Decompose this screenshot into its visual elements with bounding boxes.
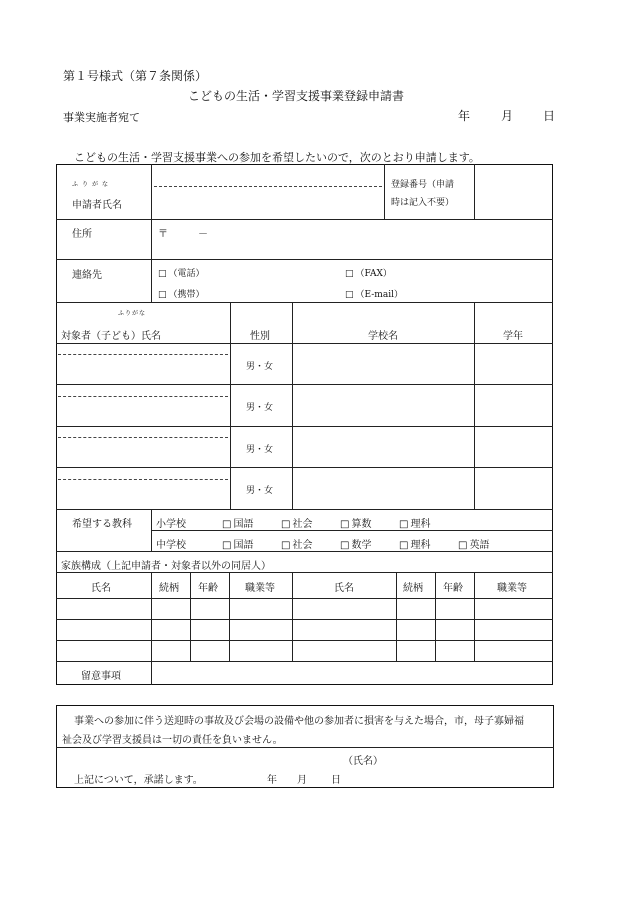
gender-label: 性別 (250, 331, 270, 342)
address-label: 住所 (72, 229, 92, 240)
gender-option-4[interactable]: 男・女 (246, 486, 274, 496)
disclaimer-line-2: 祉会及び学習支援員は一切の責任を負いません。 (62, 735, 283, 746)
child-furigana-label: ふりがな (118, 310, 147, 317)
family-label: 家族構成（上記申請者・対象者以外の同居人） (61, 561, 271, 572)
family-col-age-2: 年齢 (443, 583, 463, 594)
school-label: 学校名 (368, 331, 398, 342)
notes-label: 留意事項 (81, 671, 121, 682)
subject-jr-social[interactable]: □ 社会 (281, 536, 312, 551)
subject-elem-science[interactable]: □ 理科 (399, 515, 430, 530)
subjects-label: 希望する教科 (72, 519, 132, 530)
date-day: 日 (543, 109, 556, 123)
subject-jr-japanese[interactable]: □ 国語 (222, 536, 253, 551)
family-col-name-2: 氏名 (334, 583, 354, 594)
form-title: こどもの生活・学習支援事業登録申請書 (188, 89, 405, 103)
grade-label: 学年 (503, 331, 523, 342)
child-name-label: 対象者（子ども）氏名 (61, 331, 161, 342)
fax-checkbox[interactable]: □ （FAX） (345, 266, 392, 279)
subject-elem-math[interactable]: □ 算数 (340, 515, 371, 530)
mobile-checkbox[interactable]: □ （携帯） (158, 287, 205, 300)
applicant-name-label: 申請者氏名 (72, 200, 122, 211)
reg-no-label-1: 登録番号（申請 (391, 180, 455, 190)
agree-month: 月 (297, 775, 307, 786)
recipient: 事業実施者宛て (63, 111, 140, 124)
contact-label: 連絡先 (72, 270, 102, 281)
application-table (56, 164, 553, 685)
applicant-furigana-label: ふりがな (72, 181, 113, 188)
date-month: 月 (501, 109, 514, 123)
agree-text: 上記について，承諾します。 (74, 775, 203, 786)
signature-name-label: （氏名） (343, 756, 383, 767)
family-col-relation-1: 続柄 (159, 583, 179, 594)
reg-no-field[interactable] (476, 166, 551, 217)
family-col-job-1: 職業等 (245, 583, 275, 594)
phone-checkbox[interactable]: □ （電話） (158, 266, 205, 279)
intro-text: こどもの生活・学習支援事業への参加を希望したいので，次のとおり申請します。 (74, 151, 480, 164)
postal-code[interactable]: 〒 － (158, 229, 208, 240)
elementary-label: 小学校 (156, 519, 186, 530)
junior-label: 中学校 (156, 540, 186, 551)
applicant-name-field[interactable] (154, 190, 382, 214)
form-number: 第１号様式（第７条関係） (63, 69, 208, 83)
subject-jr-science[interactable]: □ 理科 (399, 536, 430, 551)
subject-jr-math[interactable]: □ 数学 (340, 536, 371, 551)
gender-option-3[interactable]: 男・女 (246, 445, 274, 455)
subject-elem-social[interactable]: □ 社会 (281, 515, 312, 530)
family-col-job-2: 職業等 (497, 583, 527, 594)
reg-no-label-2: 時は記入不要） (391, 198, 455, 208)
agree-year: 年 (267, 775, 277, 786)
family-col-relation-2: 続柄 (403, 583, 423, 594)
date-year: 年 (458, 109, 471, 123)
notes-field[interactable] (153, 663, 551, 683)
email-checkbox[interactable]: □ （E-mail） (345, 287, 403, 300)
family-col-age-1: 年齢 (198, 583, 218, 594)
gender-option-2[interactable]: 男・女 (246, 403, 274, 413)
disclaimer-line-1: 事業への参加に伴う送迎時の事故及び会場の設備や他の参加者に損害を与えた場合，市，母子寡婦福 (74, 716, 524, 727)
family-col-name-1: 氏名 (91, 583, 111, 594)
subject-jr-english[interactable]: □ 英語 (458, 536, 489, 551)
subject-elem-japanese[interactable]: □ 国語 (222, 515, 253, 530)
gender-option-1[interactable]: 男・女 (246, 362, 274, 372)
agree-day: 日 (331, 775, 341, 786)
